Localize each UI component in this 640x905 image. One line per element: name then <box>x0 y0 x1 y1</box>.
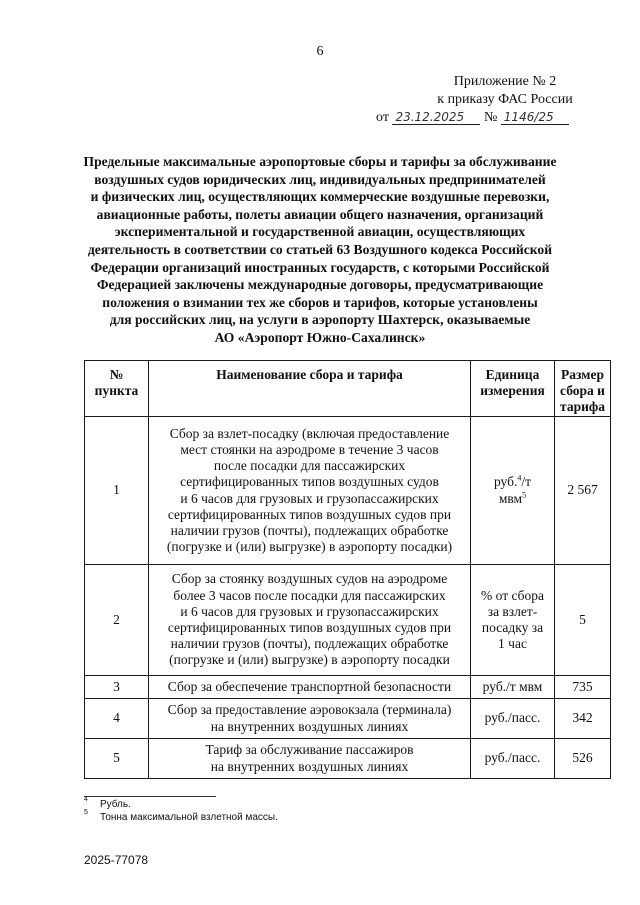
heading-line: Федерации организаций иностранных государств, с которыми Российской <box>90 259 550 275</box>
handwritten-order-number: 1146/25 <box>501 110 569 125</box>
heading-line: Федерацией заключены международные договоры, предусматривающие <box>96 277 544 293</box>
unit-of-measure: руб.$^4$/т мвм$^5$ <box>471 417 555 565</box>
appendix-title: Приложение № 2 <box>453 74 557 89</box>
rate-value: 735 <box>555 676 611 699</box>
footnote-mark: 4 <box>84 796 88 803</box>
handwritten-date: 23.12.2025 <box>392 110 480 125</box>
appendix-order-reference: к приказу ФАС России <box>437 92 573 107</box>
unit-of-measure: руб./пасс. <box>471 739 555 779</box>
page-number: 6 <box>316 44 324 59</box>
header-item-number: № пункта <box>85 361 149 417</box>
header-unit: Единица измерения <box>471 361 555 417</box>
fee-name: Сбор за взлет-посадку (включая предоставление мест стоянки на аэродроме в течение 3 часов после посадки для пассажирских сертифицированных типов воздушных судов и 6 часов для грузовых и грузопассажирских сертифицированных типов воздушных судов при наличии грузов (почты), подлежащих обработке (погрузке и (или) выгрузке) в аэропорту посадки) <box>149 417 471 565</box>
heading-line: положения о взимании тех же сборов и тарифов, которые установлены <box>102 294 538 310</box>
table-header-row <box>85 361 611 417</box>
heading-line: авиационные работы, полеты авиации общего назначения, организаций <box>96 206 544 222</box>
heading-line: для российских лиц, на услуги в аэропорту Шахтерск, оказываемые <box>109 312 531 328</box>
row-number: 2 <box>85 565 149 676</box>
rate-value: 526 <box>555 739 611 779</box>
heading-line: АО «Аэропорт Южно-Сахалинск» <box>214 329 426 345</box>
fee-name: Сбор за стоянку воздушных судов на аэродроме более 3 часов после посадки для пассажирских и 6 часов для грузовых и грузопассажирских сертифицированных типов воздушных судов при наличии грузов (почты), подлежащих обработке (погрузке и (или) выгрузке) в аэропорту посадки <box>149 565 471 676</box>
footnote-text: Тонна максимальной взлетной массы. <box>100 812 278 823</box>
header-fee-name: Наименование сбора и тарифа <box>149 361 471 417</box>
fee-name: Сбор за предоставление аэровокзала (терминала) на внутренних воздушных линиях <box>149 699 471 739</box>
header-rate: Размер сбора и тарифа <box>555 361 611 417</box>
heading-line: экспериментальной и государственной авиации, осуществляющих <box>114 224 526 240</box>
row-number: 1 <box>85 417 149 565</box>
table-row <box>85 739 611 779</box>
unit-of-measure: руб./т мвм <box>471 676 555 699</box>
rate-value: 5 <box>555 565 611 676</box>
rate-value: 342 <box>555 699 611 739</box>
rate-value: 2 567 <box>555 417 611 565</box>
heading-line: Предельные максимальные аэропортовые сборы и тарифы за обслуживание <box>83 154 557 169</box>
document-heading <box>70 153 570 347</box>
table-row <box>85 699 611 739</box>
row-number: 5 <box>85 739 149 779</box>
from-label: от <box>376 110 389 125</box>
fee-name: Сбор за обеспечение транспортной безопасности <box>149 676 471 699</box>
table-row <box>85 676 611 699</box>
tariff-table <box>84 360 611 779</box>
appendix-date-row <box>376 110 616 126</box>
fee-name: Тариф за обслуживание пассажиров на внутренних воздушных линиях <box>149 739 471 779</box>
footnote-text: Рубль. <box>100 799 131 810</box>
heading-line: воздушных судов юридических лиц, индивидуальных предпринимателей <box>94 171 546 187</box>
heading-line: и физических лиц, осуществляющих коммерческие воздушные перевозки, <box>90 189 550 205</box>
footnote-mark: 5 <box>84 809 88 816</box>
row-number: 4 <box>85 699 149 739</box>
footnote-separator <box>84 796 216 797</box>
number-label: № <box>483 110 498 125</box>
document-registration-code: 2025-77078 <box>84 853 149 867</box>
table-row <box>85 417 611 565</box>
table-row <box>85 565 611 676</box>
unit-of-measure: руб./пасс. <box>471 699 555 739</box>
heading-line: деятельность в соответствии со статьей 63 Воздушного кодекса Российской <box>87 241 553 257</box>
row-number: 3 <box>85 676 149 699</box>
unit-of-measure: % от сбора за взлет- посадку за 1 час <box>471 565 555 676</box>
